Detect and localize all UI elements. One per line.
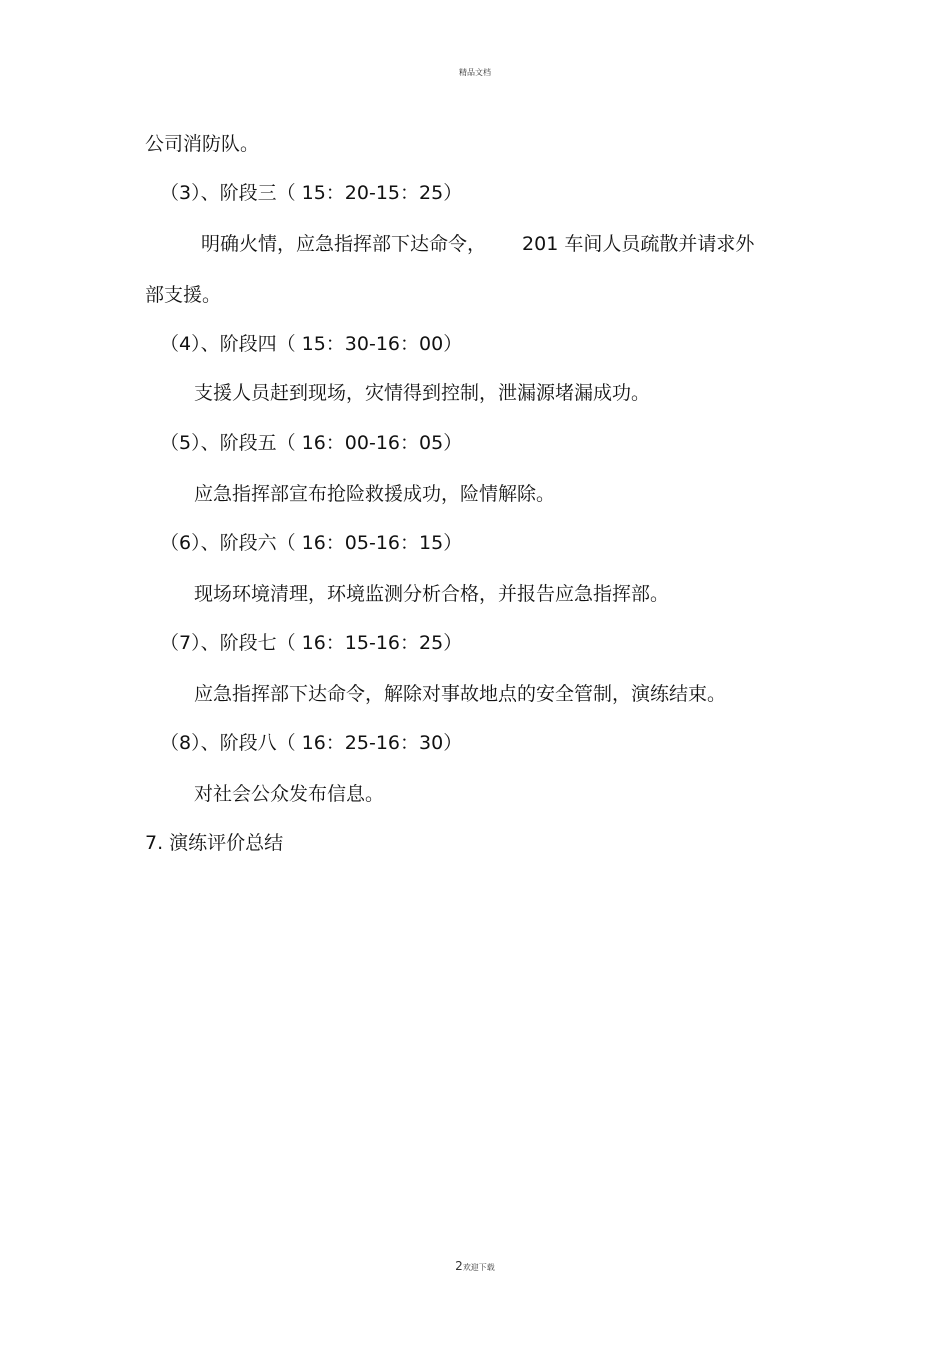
text-line: 支援人员赶到现场，灾情得到控制，泄漏源堵漏成功。 bbox=[194, 382, 651, 404]
text-line: 应急指挥部宣布抢险救援成功，险情解除。 bbox=[194, 483, 556, 505]
text-line: 对社会公众发布信息。 bbox=[194, 783, 385, 805]
stage-heading-5: （5）、阶段五（ 16：00-16：05） bbox=[160, 432, 463, 454]
stage-heading-4: （4）、阶段四（ 15：30-16：00） bbox=[160, 333, 463, 355]
footer bbox=[0, 1259, 950, 1273]
stage-heading-6: （6）、阶段六（ 16：05-16：15） bbox=[160, 532, 463, 554]
text-segment: 201 车间人员疏散并请求外 bbox=[522, 233, 755, 255]
text-segment: 明确火情，应急指挥部下达命令， bbox=[201, 233, 487, 255]
section-heading: 7. 演练评价总结 bbox=[145, 832, 284, 854]
stage-heading-8: （8）、阶段八（ 16：25-16：30） bbox=[160, 732, 463, 754]
stage-heading-3: （3）、阶段三（ 15：20-15：25） bbox=[160, 182, 463, 204]
text-line: 现场环境清理，环境监测分析合格，并报告应急指挥部。 bbox=[194, 583, 670, 605]
stage-heading-7: （7）、阶段七（ 16：15-16：25） bbox=[160, 632, 463, 654]
text-line bbox=[201, 232, 754, 256]
text-line: 部支援。 bbox=[145, 284, 222, 306]
page-number: 2 bbox=[455, 1259, 463, 1273]
footer-note: 欢迎下载 bbox=[462, 1263, 495, 1272]
text-line: 应急指挥部下达命令，解除对事故地点的安全管制，演练结束。 bbox=[194, 683, 727, 705]
header-note: 精品文档 bbox=[459, 68, 491, 77]
text-line: 公司消防队。 bbox=[145, 133, 260, 155]
